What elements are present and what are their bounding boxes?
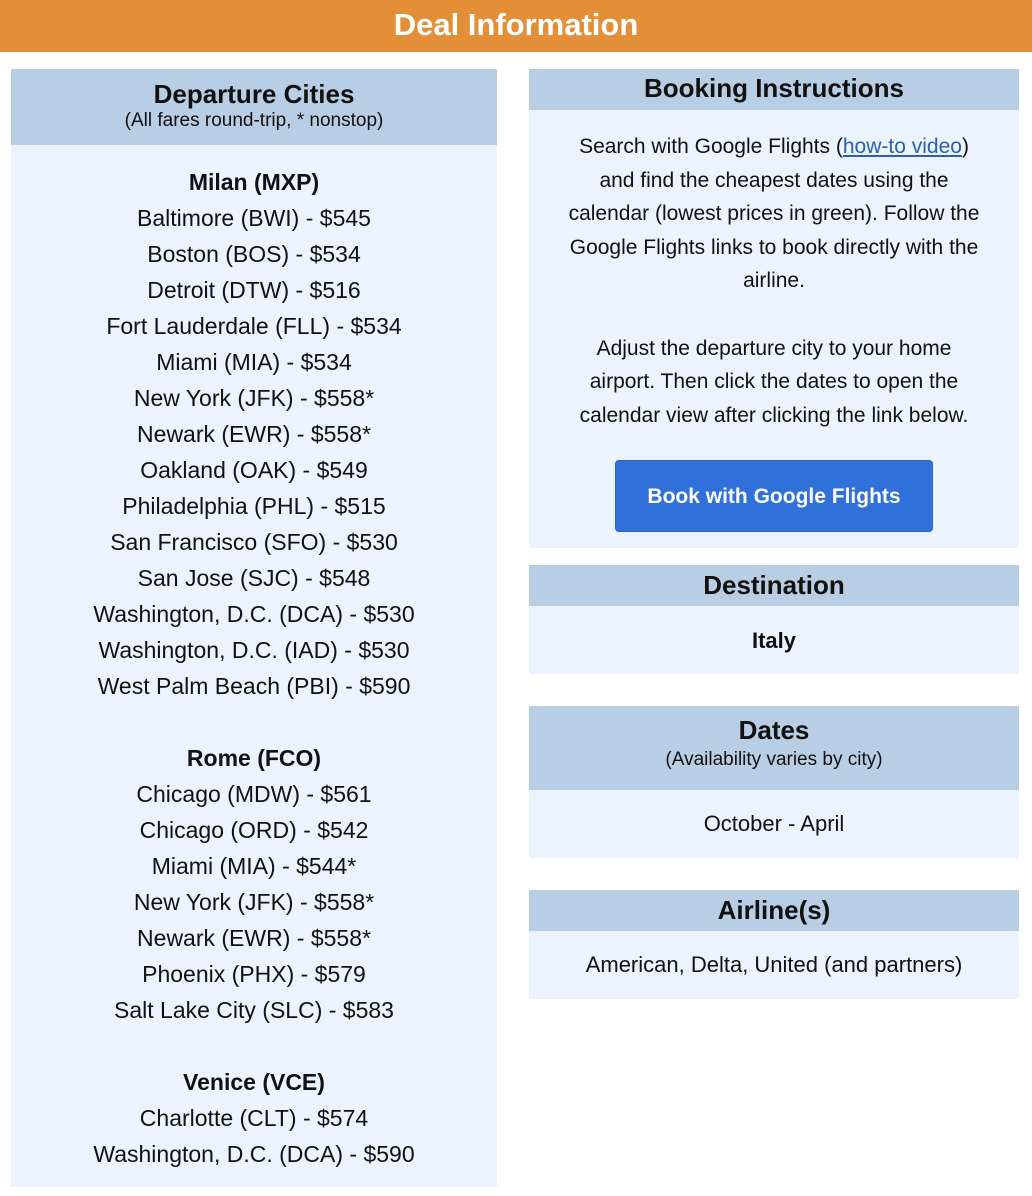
city-group-title: Venice (VCE) xyxy=(183,1069,325,1095)
airlines-panel xyxy=(529,890,1019,999)
fare-item: Newark (EWR) - $558* xyxy=(137,421,371,447)
city-group-title: Milan (MXP) xyxy=(188,169,320,195)
departure-cities-panel xyxy=(11,69,497,1187)
fare-item: Washington, D.C. (IAD) - $530 xyxy=(98,637,410,663)
city-group xyxy=(11,1064,497,1172)
fare-item: Oakland (OAK) - $549 xyxy=(140,457,368,483)
departure-cities-header xyxy=(11,69,497,145)
fare-item: Charlotte (CLT) - $574 xyxy=(139,1105,369,1131)
fare-item: Baltimore (BWI) - $545 xyxy=(137,205,371,231)
fare-item: Chicago (ORD) - $542 xyxy=(139,817,369,843)
banner-title: Deal Information xyxy=(393,7,639,42)
city-group xyxy=(11,740,497,1028)
fare-item: Washington, D.C. (DCA) - $530 xyxy=(93,601,415,627)
fare-item: Detroit (DTW) - $516 xyxy=(147,277,361,303)
fare-item: Newark (EWR) - $558* xyxy=(137,925,371,951)
fare-item: Chicago (MDW) - $561 xyxy=(136,781,372,807)
fare-item: Salt Lake City (SLC) - $583 xyxy=(114,997,394,1023)
booking-instructions-title: Booking Instructions xyxy=(529,69,1019,110)
booking-instructions-body xyxy=(529,110,1019,532)
fare-item: San Jose (SJC) - $548 xyxy=(137,565,371,591)
city-group-title: Rome (FCO) xyxy=(186,745,322,771)
airlines-value: American, Delta, United (and partners) xyxy=(585,952,963,977)
booking-paragraph-1 xyxy=(565,130,983,298)
fare-item: Fort Lauderdale (FLL) - $534 xyxy=(106,313,402,339)
departure-cities-subtitle: (All fares round-trip, * nonstop) xyxy=(124,110,384,131)
book-with-google-flights-button[interactable]: Book with Google Flights xyxy=(615,460,933,532)
departure-city-list xyxy=(11,145,497,1172)
airlines-title: Airline(s) xyxy=(529,890,1019,931)
city-group xyxy=(11,164,497,704)
fare-item: Boston (BOS) - $534 xyxy=(147,241,361,267)
destination-title: Destination xyxy=(529,565,1019,606)
dates-panel xyxy=(529,706,1019,858)
booking-text-before-link: Search with Google Flights ( xyxy=(579,135,843,158)
fare-item: West Palm Beach (PBI) - $590 xyxy=(97,673,411,699)
dates-subtitle: (Availability varies by city) xyxy=(665,749,883,770)
fare-item: Miami (MIA) - $534 xyxy=(156,349,352,375)
departure-cities-title: Departure Cities xyxy=(153,79,355,109)
dates-header xyxy=(529,706,1019,790)
fare-item: Philadelphia (PHL) - $515 xyxy=(122,493,386,519)
dates-title: Dates xyxy=(738,715,810,745)
destination-panel xyxy=(529,565,1019,674)
booking-instructions-panel xyxy=(529,69,1019,548)
fare-item: Miami (MIA) - $544* xyxy=(151,853,357,879)
fare-item: New York (JFK) - $558* xyxy=(133,889,375,915)
fare-item: San Francisco (SFO) - $530 xyxy=(110,529,398,555)
fare-item: Phoenix (PHX) - $579 xyxy=(142,961,366,987)
fare-item: New York (JFK) - $558* xyxy=(133,385,375,411)
how-to-video-link[interactable]: how-to video xyxy=(842,135,962,158)
fare-item: Washington, D.C. (DCA) - $590 xyxy=(93,1141,415,1167)
dates-value: October - April xyxy=(703,811,845,836)
booking-text-after-link: ) and find the cheapest dates using the calendar (lowest prices in green). Follow the Google Flights links to book directly with the airline. xyxy=(568,135,980,293)
booking-paragraph-2: Adjust the departure city to your home airport. Then click the dates to open the calendar view after clicking the link below. xyxy=(579,336,969,427)
destination-value: Italy xyxy=(751,628,797,653)
deal-information-banner xyxy=(0,0,1032,52)
